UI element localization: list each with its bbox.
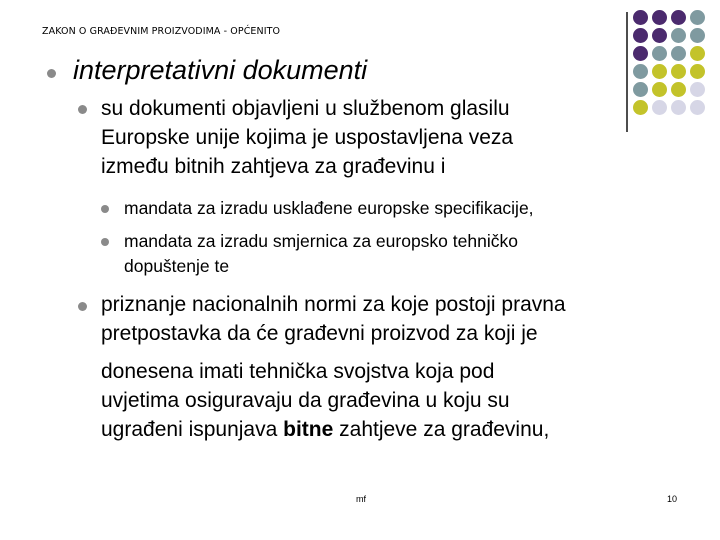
dot: [671, 10, 686, 25]
footer-author: mf: [356, 494, 366, 504]
dot: [652, 64, 667, 79]
dot: [690, 64, 705, 79]
dot: [671, 64, 686, 79]
bullet-text-1-line-1: su dokumenti objavljeni u službenom glasilu: [101, 97, 510, 120]
dot: [652, 10, 667, 25]
dot: [652, 46, 667, 61]
bullet-marker: [78, 302, 87, 311]
dot: [690, 28, 705, 43]
line-end: zahtjeve za građevinu,: [333, 418, 550, 441]
dot: [633, 10, 648, 25]
bullet-text-2-line-5: [101, 415, 549, 444]
dot: [633, 46, 648, 61]
dot: [671, 82, 686, 97]
sub-bullet-text-2-line-1: mandata za izradu smjernica za europsko tehničko: [124, 231, 518, 251]
section-heading: interpretativni dokumenti: [73, 55, 368, 85]
dot: [671, 46, 686, 61]
decorative-dot-grid: [633, 10, 717, 120]
sub-bullet-text-1: mandata za izradu usklađene europske specifikacije,: [124, 198, 534, 218]
bold-term: bitne: [283, 418, 334, 441]
page-number: 10: [667, 494, 678, 504]
slide-header: ZAKON O GRAĐEVNIM PROIZVODIMA - OPĆENITO: [42, 26, 281, 37]
bullet-text-2-line-2: pretpostavka da će građevni proizvod za koji je: [101, 322, 538, 345]
dot: [671, 28, 686, 43]
dot: [671, 100, 686, 115]
divider-line: [626, 12, 628, 132]
sub-bullet-text-2-line-2: dopuštenje te: [124, 256, 230, 276]
bullet-text-1-line-2: Europske unije kojima je uspostavljena veza: [101, 126, 514, 149]
bullet-text-2-line-1: priznanje nacionalnih normi za koje postoji pravna: [101, 293, 566, 316]
dot: [652, 82, 667, 97]
dot: [652, 100, 667, 115]
sub-bullet-marker: [101, 238, 109, 246]
dot: [690, 100, 705, 115]
line-start: ugrađeni ispunjava: [101, 418, 284, 441]
bullet-marker: [47, 69, 56, 78]
dot: [690, 82, 705, 97]
dot: [633, 64, 648, 79]
bullet-marker: [78, 105, 87, 114]
dot: [633, 100, 648, 115]
bullet-text-1-line-3: između bitnih zahtjeva za građevinu i: [101, 155, 446, 178]
sub-bullet-marker: [101, 205, 109, 213]
bullet-text-2-line-4: uvjetima osiguravaju da građevina u koju su: [101, 389, 510, 412]
dot: [690, 10, 705, 25]
dot: [690, 46, 705, 61]
dot: [633, 28, 648, 43]
bullet-text-2-line-3: donesena imati tehnička svojstva koja pod: [101, 360, 495, 383]
dot: [633, 82, 648, 97]
dot: [652, 28, 667, 43]
